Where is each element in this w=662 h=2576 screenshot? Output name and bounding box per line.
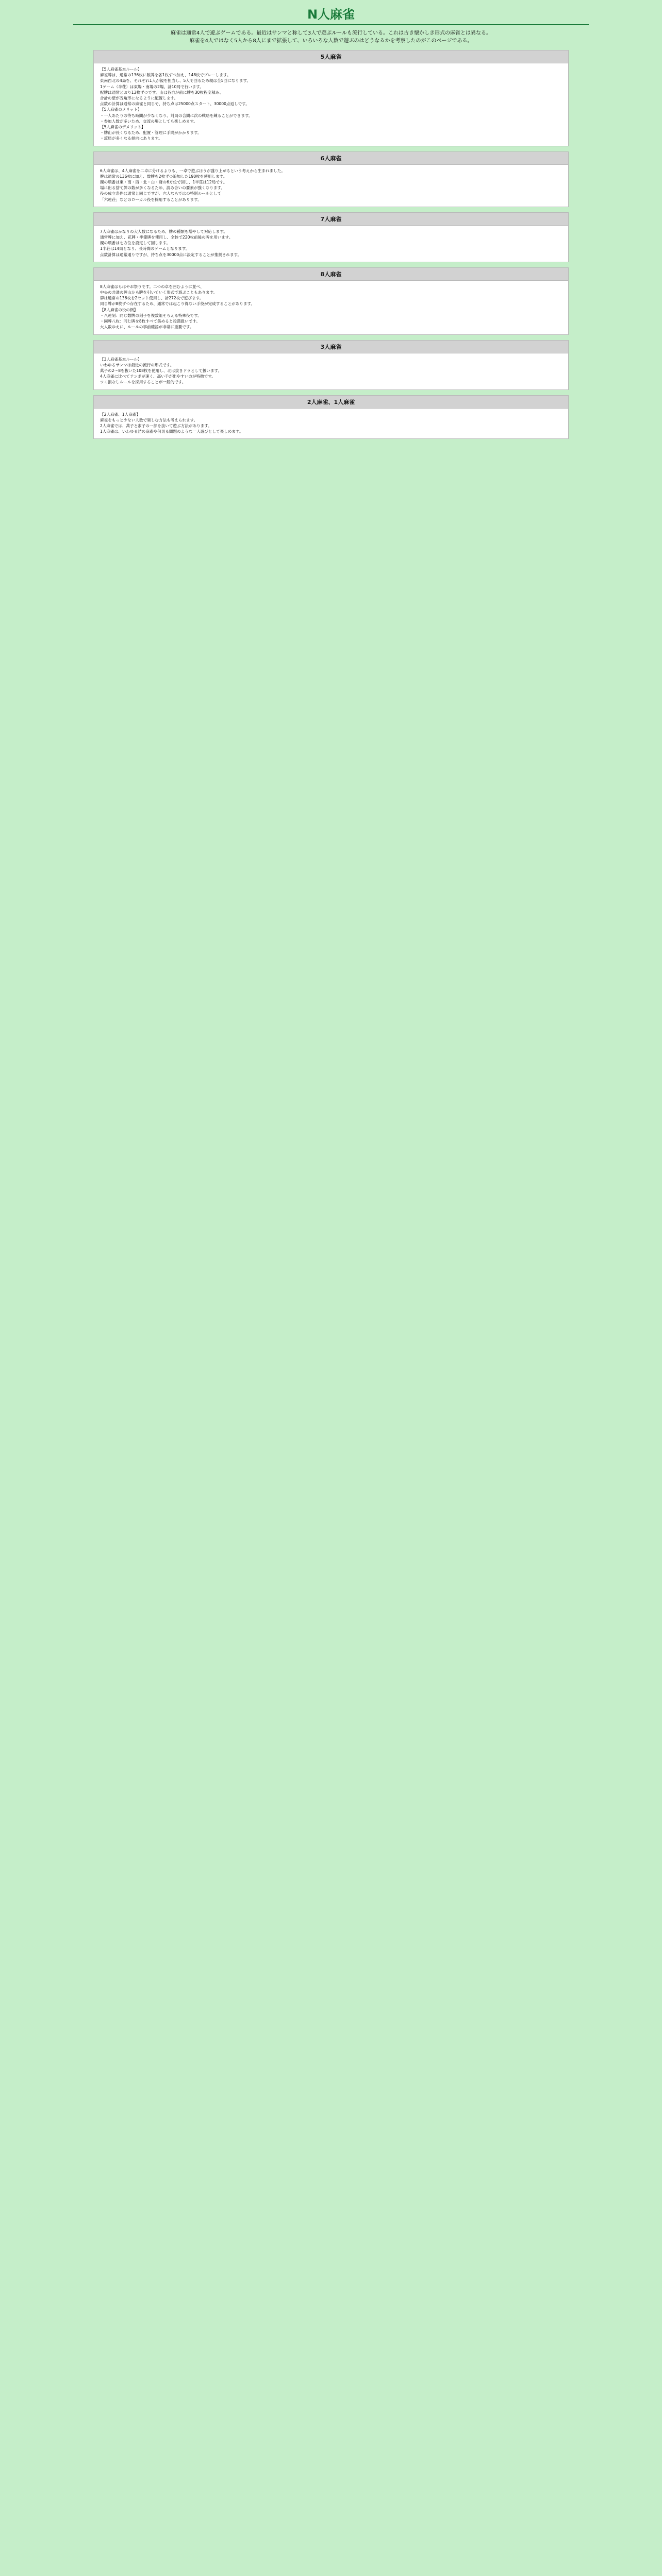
section-text-line: 2人麻雀では、萬子と索子の一部を抜いて遊ぶ方法があります。 — [100, 423, 212, 428]
section-text-line: 6人麻雀は、4人麻雀を二卓に分けるよりも、一卓で遊ぶほうが盛り上がるという考えから生まれました。 — [100, 168, 285, 173]
section-text-line: 親の順番は東・南・西・北・白・發の6方位で回し、1半荘は12局です。 — [100, 180, 227, 185]
section-body — [94, 165, 568, 207]
section-text-line: 【3人麻雀基本ルール】 — [100, 357, 142, 362]
section-text-line: ツモ損なしルールを採用することが一般的です。 — [100, 380, 186, 385]
section-title: 7人麻雀 — [94, 213, 568, 226]
section-body — [94, 409, 568, 439]
section-text-line: 合計の壁が五角形になるように配置します。 — [100, 96, 178, 101]
section-text-line: 点数の計算は通常の麻雀と同じで、持ち点は25000点スタート、30000点返しです。 — [100, 101, 250, 107]
section-body — [94, 63, 568, 146]
section-text-line: 中央の共通の牌山から牌を引いていく形式で遊ぶこともあります。 — [100, 290, 218, 295]
section-text-line: 通常牌に加え、花牌・季節牌を使用し、全体で220枚前後の牌を用います。 — [100, 235, 233, 240]
section-text-line: 1半荘は14局となり、長時間のゲームとなります。 — [100, 246, 190, 251]
section-text-line: 役の成立条件は通常と同じですが、六人ならではの特別ルールとして — [100, 191, 222, 196]
section-text-line: 麻雀をもっと少ない人数で楽しむ方法も考えられます。 — [100, 417, 198, 422]
section-text-line: 配牌は通常どおり13枚ずつです。山は各自が前に牌を30枚程度積み、 — [100, 90, 224, 95]
section-text-line: 点数計算は通常通りですが、持ち点を30000点に設定することが推奨されます。 — [100, 252, 242, 257]
section-text-line: 【5人麻雀のメリット】 — [100, 107, 142, 112]
section-title: 5人麻雀 — [94, 50, 568, 63]
section-text-line: 麻雀牌は、通常の136枚に数牌を各1枚ずつ加え、148枚でプレーします。 — [100, 73, 231, 78]
section-text-line: ・同牌八枚：同じ牌を8枚すべて集めると役満扱いです。 — [100, 319, 200, 324]
section-body — [94, 353, 568, 389]
section — [93, 212, 569, 262]
intro-line: 麻雀を4人ではなく5人から8人にまで拡張して、いろいろな人数で遊ぶのはどうなるかを考察したのがこのページである。 — [189, 38, 473, 44]
section-title: 8人麻雀 — [94, 268, 568, 281]
section-text-line: ・牌山が長くなるため、配置・管理に手間がかかります。 — [100, 130, 202, 135]
section — [93, 340, 569, 390]
section — [93, 267, 569, 335]
intro-line: 麻雀は通常4人で遊ぶゲームである。最近はサンマと称して3人で遊ぶルールも流行している。これは古き懐かしき形式の麻雀とは異なる。 — [170, 30, 492, 36]
section-text-line: 【8人麻雀の役の例】 — [100, 307, 138, 312]
section-text-line: 4人麻雀に比べてテンポが速く、高い手が出やすいのが特徴です。 — [100, 374, 216, 379]
section-text-line: 【5人麻雀のデメリット】 — [100, 125, 145, 130]
section-text-line: 親の順番は七方位を設定して回します。 — [100, 241, 171, 246]
section-text-line: 場に出る捨て牌の数が多くなるため、読み合いの要素が強くなります。 — [100, 185, 225, 191]
intro — [73, 29, 589, 45]
section — [93, 395, 569, 439]
section-text-line: 8人麻雀はもはやお祭りです。二つの卓を囲むように並べ、 — [100, 284, 204, 289]
section-body — [94, 226, 568, 262]
section-text-line: ・流局が多くなる傾向にあります。 — [100, 136, 162, 141]
section-text-line: ・参加人数が多いため、交流の場としても楽しめます。 — [100, 118, 197, 124]
section-text-line: 「六連荘」などのローカル役を採用することがあります。 — [100, 197, 202, 202]
section-text-line: 1人麻雀は、いわゆる詰め麻雀や何切る問題のような一人遊びとして楽しめます。 — [100, 429, 243, 434]
section-text-line: 東南西北の4局を、それぞれ1人が親を担当し、5人で回るため親は全5回になります。 — [100, 78, 251, 83]
page-title: N人麻雀 — [307, 7, 355, 22]
section-text-line: 【5人麻雀基本ルール】 — [100, 67, 142, 72]
section-title: 6人麻雀 — [94, 152, 568, 165]
section-text-line: ・一人あたりの待ち時間が少なくなり、対局の合間に次の戦略を練ることができます。 — [100, 113, 253, 118]
section-text-line: 1ゲーム（半荘）は東場・南場の2場、計10局で行います。 — [100, 84, 204, 89]
section-text-line: 同じ牌が8枚ずつ存在するため、通常では起こり得ない手役が完成することがあります。 — [100, 301, 255, 307]
section-title: 2人麻雀、1人麻雀 — [94, 396, 568, 409]
section — [93, 151, 569, 207]
section-text-line: 牌は通常の136枚に加え、数牌を2枚ずつ追加した190枚を使用します。 — [100, 174, 227, 179]
section-title: 3人麻雀 — [94, 341, 568, 353]
section-text-line: 【2人麻雀、1人麻雀】 — [100, 412, 141, 417]
section-text-line: 大人数ゆえに、ルールの事前確認が非常に重要です。 — [100, 325, 194, 330]
title-divider — [73, 24, 589, 25]
section-text-line: いわゆるサンマは最近の流行の形式です。 — [100, 362, 174, 367]
section-text-line: 牌は通常の136枚を2セット使用し、計272枚で遊びます。 — [100, 296, 204, 301]
sections-container — [0, 50, 662, 439]
section-text-line: 萬子の2〜8を抜いた108枚を使用し、北は抜きドラとして扱います。 — [100, 368, 222, 373]
section-body — [94, 281, 568, 334]
section — [93, 50, 569, 146]
section-text-line: ・八連刻：同じ数牌の刻子を複数組そろえる特殊役です。 — [100, 313, 202, 318]
section-text-line: 7人麻雀はかなりの大人数になるため、牌の種類を増やして対応します。 — [100, 229, 227, 234]
